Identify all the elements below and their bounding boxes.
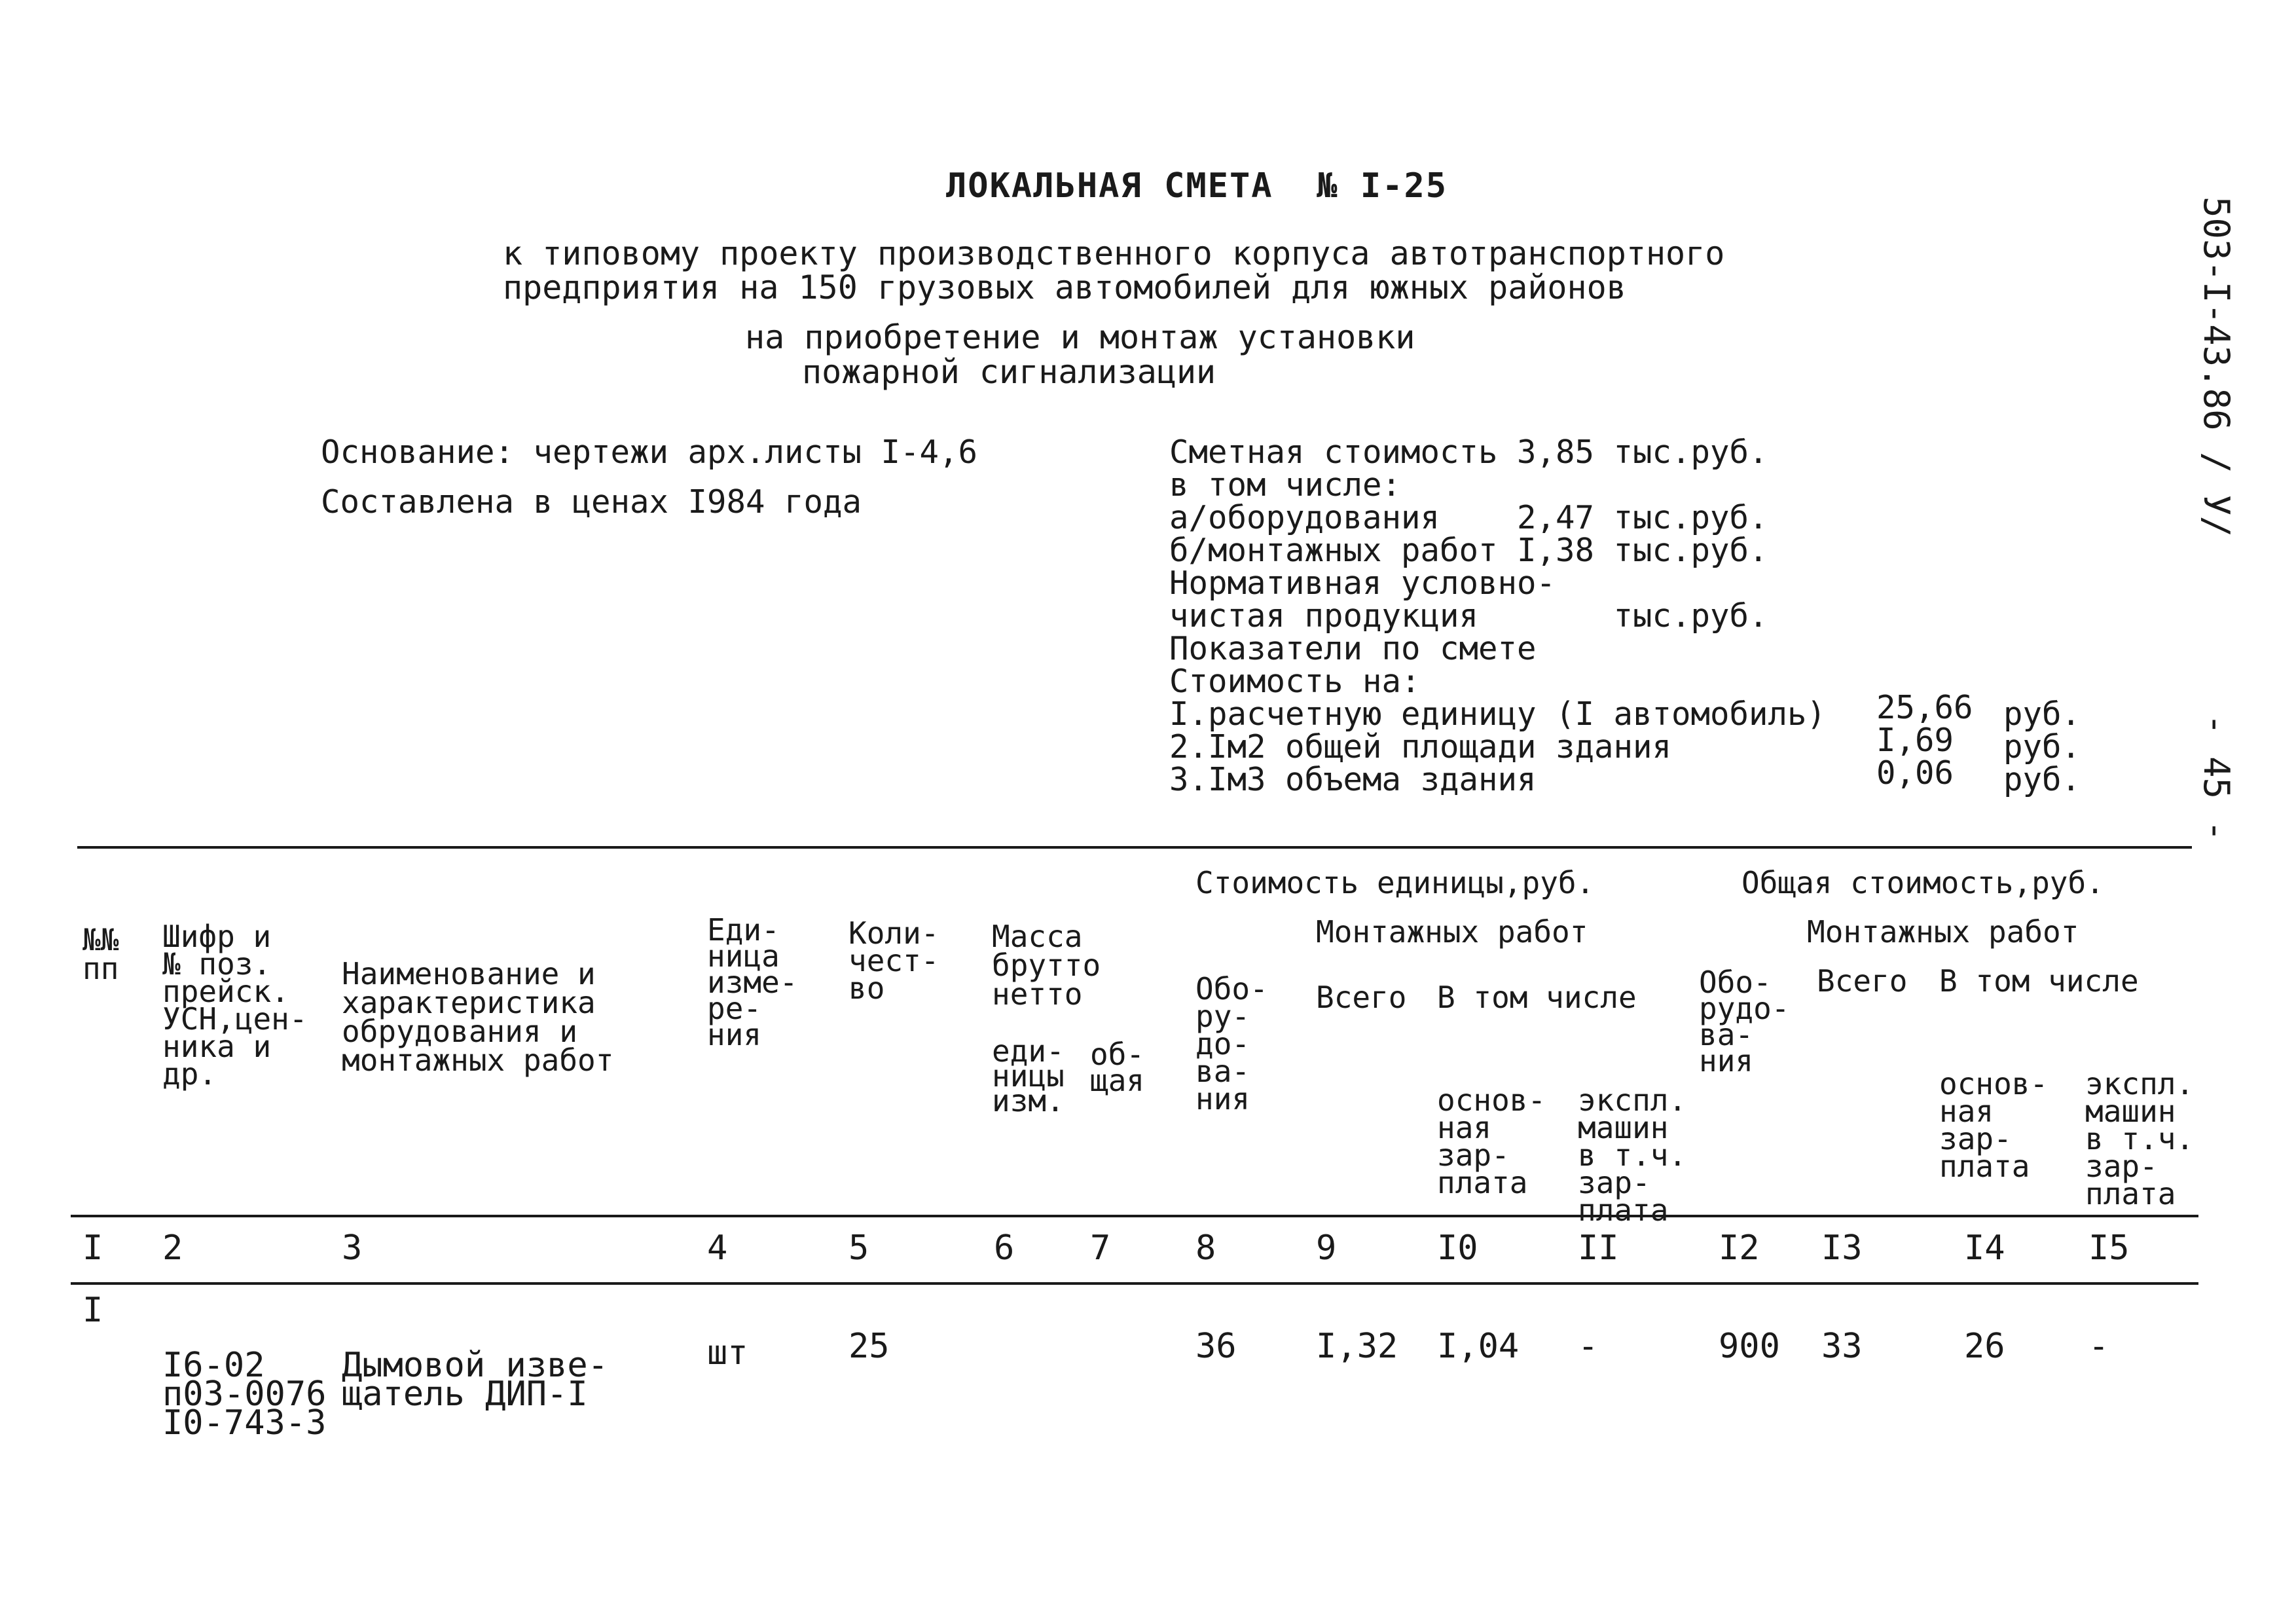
row-name: Дымовой изве- щатель ДИП-I [342, 1346, 608, 1414]
indicator-2-label: 2.Iм2 общей площади здания [1169, 728, 1672, 766]
subtitle-line-2: предприятия на 150 грузовых автомобилей для южных районов [503, 268, 1626, 306]
header-total-cost: Общая стоимость,руб. [1741, 865, 2104, 900]
cost-per-label: Стоимость на: [1169, 663, 1421, 700]
normative-product-label: Нормативная условно- [1169, 564, 1556, 602]
header-quantity: Коли- чест- во [848, 915, 939, 1006]
header-total-including: В том числе [1939, 963, 2139, 999]
indicator-1-value: 25,66 [1876, 689, 1973, 726]
column-number: I [82, 1228, 103, 1268]
header-unit-equipment: Обо- ру- до- ва- ния [1195, 971, 1268, 1116]
column-number: 5 [848, 1228, 869, 1268]
column-number: I2 [1719, 1228, 1760, 1268]
header-unit: Еди- ница изме- ре- ния [707, 912, 798, 1052]
header-code: Шифр и № поз. прейск. УСН,цен- ника и др. [162, 919, 308, 1092]
estimated-cost: Сметная стоимость 3,85 тыс.руб. [1169, 434, 1768, 471]
row-unit-machine: - [1578, 1327, 1599, 1366]
document-title: ЛОКАЛЬНАЯ СМЕТА № I-25 [946, 166, 1448, 206]
indicator-3-label: 3.Iм3 объема здания [1169, 761, 1537, 798]
header-mass-unit: еди- ницы изм. [992, 1033, 1065, 1118]
header-unit-installation: Монтажных работ [1316, 914, 1588, 950]
indicators-label: Показатели по смете [1169, 630, 1537, 667]
indicator-3-value: 0,06 [1876, 754, 1954, 792]
row-code: I6-02 п03-0076 I0-743-3 [162, 1346, 327, 1443]
page-number: - 45 - [2196, 714, 2237, 842]
indicator-1-label: I.расчетную единицу (I автомобиль) [1169, 695, 1827, 733]
table-top-rule [77, 846, 2192, 849]
header-total-equipment: Обо- рудо- ва- ния [1699, 965, 1790, 1079]
row-number: I [82, 1291, 103, 1330]
column-number: 4 [707, 1228, 728, 1268]
table-header-rule [71, 1215, 2198, 1217]
header-total-salary: основ- ная зар- плата [1939, 1066, 2049, 1184]
column-number: 6 [994, 1228, 1015, 1268]
header-unit-machine: экспл. машин в т.ч. зар- плата [1578, 1082, 1687, 1228]
equipment-cost: а/оборудования 2,47 тыс.руб. [1169, 499, 1768, 536]
column-number: 3 [342, 1228, 363, 1268]
including-label: в том числе: [1169, 466, 1402, 504]
row-unit-salary: I,04 [1437, 1327, 1520, 1366]
indicator-2-unit: руб. [2003, 728, 2081, 766]
subtitle-line-4: пожарной сигнализации [802, 353, 1216, 391]
header-name: Наименование и характеристика обрудования и монтажных работ [342, 956, 614, 1078]
header-unit-cost: Стоимость единицы,руб. [1195, 865, 1595, 900]
indicator-3-unit: руб. [2003, 761, 2081, 798]
column-number: I0 [1437, 1228, 1478, 1268]
header-total-machine: экспл. машин в т.ч. зар- плата [2085, 1066, 2195, 1211]
subtitle-line-3: на приобретение и монтаж установки [745, 318, 1415, 356]
indicator-2-value: I,69 [1876, 722, 1954, 759]
column-number: I3 [1821, 1228, 1863, 1268]
header-unit-including: В том числе [1437, 980, 1637, 1015]
header-mass: Масса брутто нетто [992, 919, 1101, 1012]
header-mass-total: об- щая [1090, 1037, 1145, 1098]
column-number: I4 [1964, 1228, 2005, 1268]
subtitle-line-1: к типовому проекту производственного корпуса автотранспортного [503, 234, 1725, 272]
net-product: чистая продукция тыс.руб. [1169, 597, 1768, 635]
column-number: II [1578, 1228, 1619, 1268]
row-unit-equipment: 36 [1195, 1327, 1237, 1366]
column-numbers-rule [71, 1282, 2198, 1285]
column-number: I5 [2088, 1228, 2130, 1268]
column-number: 2 [162, 1228, 183, 1268]
installation-cost: б/монтажных работ I,38 тыс.руб. [1169, 532, 1768, 569]
row-unit: шт [707, 1333, 748, 1373]
header-unit-total: Всего [1316, 980, 1407, 1015]
basis-text: Основание: чертежи арх.листы I-4,6 [321, 434, 978, 471]
side-document-code: 503-I-43.86 / У/ [2196, 196, 2237, 538]
column-number: 8 [1195, 1228, 1216, 1268]
header-total-installation: Монтажных работ [1807, 914, 2079, 950]
header-total-total: Всего [1817, 963, 1908, 999]
row-total-salary: 26 [1964, 1327, 2005, 1366]
header-unit-salary: основ- ная зар- плата [1437, 1082, 1546, 1200]
row-quantity: 25 [848, 1327, 890, 1366]
column-number: 7 [1090, 1228, 1111, 1268]
row-total-equipment: 900 [1719, 1327, 1780, 1366]
row-unit-total: I,32 [1316, 1327, 1398, 1366]
row-total-machine: - [2088, 1327, 2109, 1366]
header-row-number: №№ пп [82, 922, 119, 986]
column-number: 9 [1316, 1228, 1337, 1268]
row-total-total: 33 [1821, 1327, 1863, 1366]
indicator-1-unit: руб. [2003, 695, 2081, 733]
prices-year-text: Составлена в ценах I984 года [321, 483, 862, 521]
